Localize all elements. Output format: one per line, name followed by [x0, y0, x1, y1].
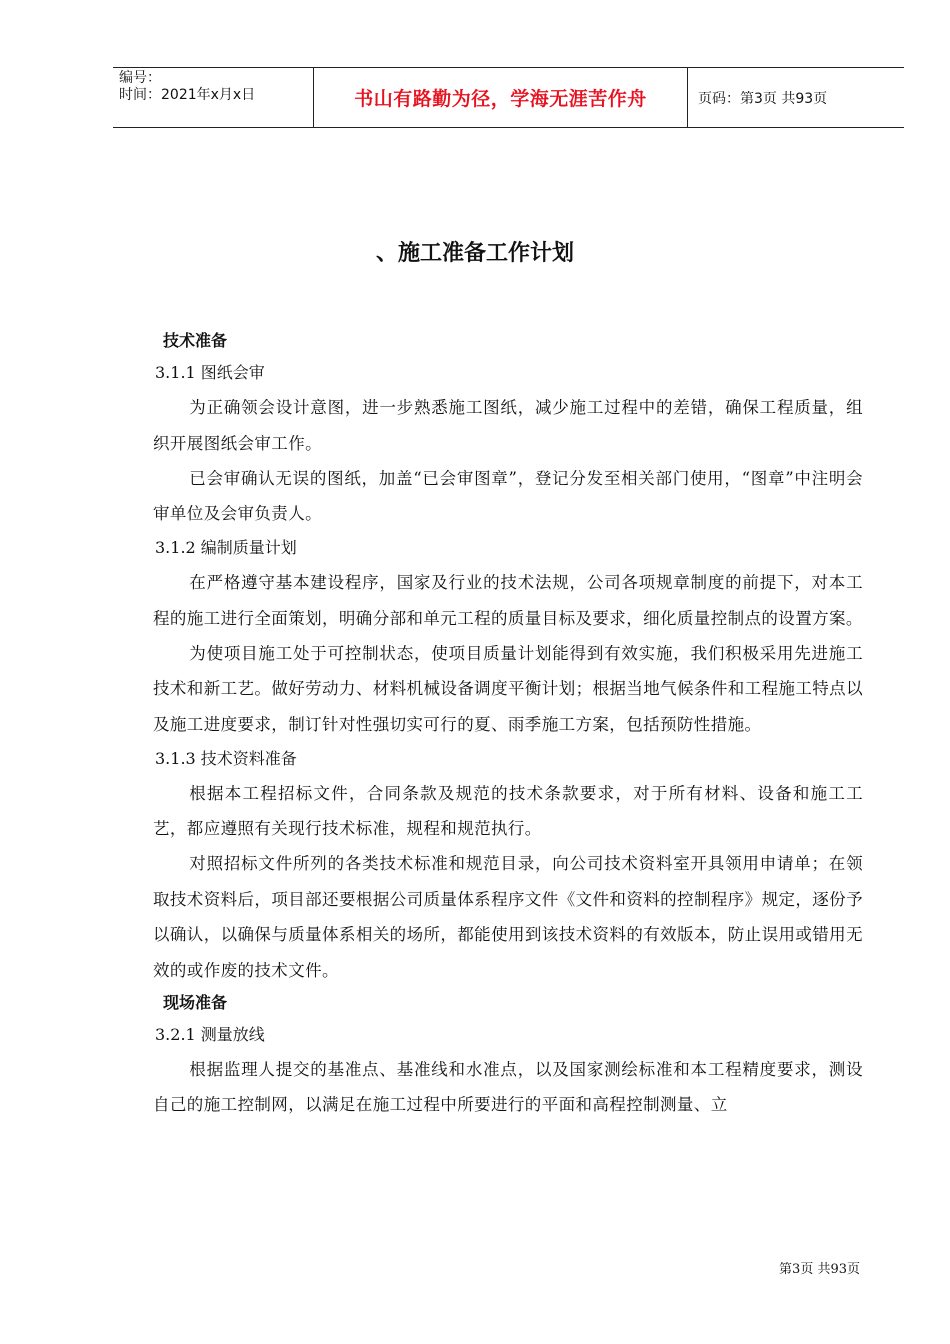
paragraph: 已会审确认无误的图纸，加盖“已会审图章”，登记分发至相关部门使用，“图章”中注明会审单位及会审负责人。	[153, 468, 863, 523]
page-footer: 第3页 共93页	[779, 1262, 860, 1277]
section-heading-site: 现场准备	[163, 992, 228, 1012]
subsection-3-1-1: 3.1.1 图纸会审	[155, 363, 265, 382]
paragraph: 为正确领会设计意图，进一步熟悉施工图纸，减少施工过程中的差错，确保工程质量，组织开展图纸会审工作。	[153, 398, 863, 453]
subsection-3-1-2: 3.1.2 编制质量计划	[155, 538, 297, 557]
header-page-cell	[688, 68, 904, 127]
number-label: 编号：	[119, 70, 161, 86]
header-meta	[113, 68, 314, 127]
paragraph: 根据监理人提交的基准点、基准线和水准点，以及国家测绘标准和本工程精度要求，测设自己的施工控制网，以满足在施工过程中所要进行的平面和高程控制测量、立	[153, 1059, 863, 1114]
motto-text: 书山有路勤为径，学海无涯苦作舟	[354, 88, 647, 110]
subsection-3-1-3: 3.1.3 技术资料准备	[155, 748, 297, 768]
subsection-3-2-1: 3.2.1 测量放线	[155, 1024, 265, 1044]
paragraph: 对照招标文件所列的各类技术标准和规范目录，向公司技术资料室开具领用申请单；在领取技术资料后，项目部还要根据公司质量体系程序文件《文件和资料的控制程序》规定，逐份予以确认，以确保与质量体系相关的场所，都能使用到该技术资料的有效版本，防止误用或错用无效的或作废的技术文件。	[153, 854, 863, 980]
document-body	[153, 326, 863, 1122]
page-header	[113, 67, 904, 128]
header-motto-cell	[314, 68, 688, 127]
paragraph: 为使项目施工处于可控制状态，使项目质量计划能得到有效实施，我们积极采用先进施工技术和新工艺。做好劳动力、材料机械设备调度平衡计划；根据当地气候条件和工程施工特点以及施工进度要求，制订针对性强切实可行的夏、雨季施工方案，包括预防性措施。	[153, 643, 863, 734]
paragraph: 在严格遵守基本建设程序，国家及行业的技术法规，公司各项规章制度的前提下，对本工程的施工进行全面策划，明确分部和单元工程的质量目标及要求，细化质量控制点的设置方案。	[153, 573, 863, 628]
section-heading-tech: 技术准备	[163, 331, 228, 350]
paragraph: 根据本工程招标文件，合同条款及规范的技术条款要求，对于所有材料、设备和施工工艺，都应遵照有关现行技术标准，规程和规范执行。	[153, 783, 863, 838]
time-label: 时间：2021年x月x日	[119, 87, 256, 103]
page-label: 页码：第3页 共93页	[698, 90, 828, 107]
page-title: 、施工准备工作计划	[375, 241, 574, 266]
